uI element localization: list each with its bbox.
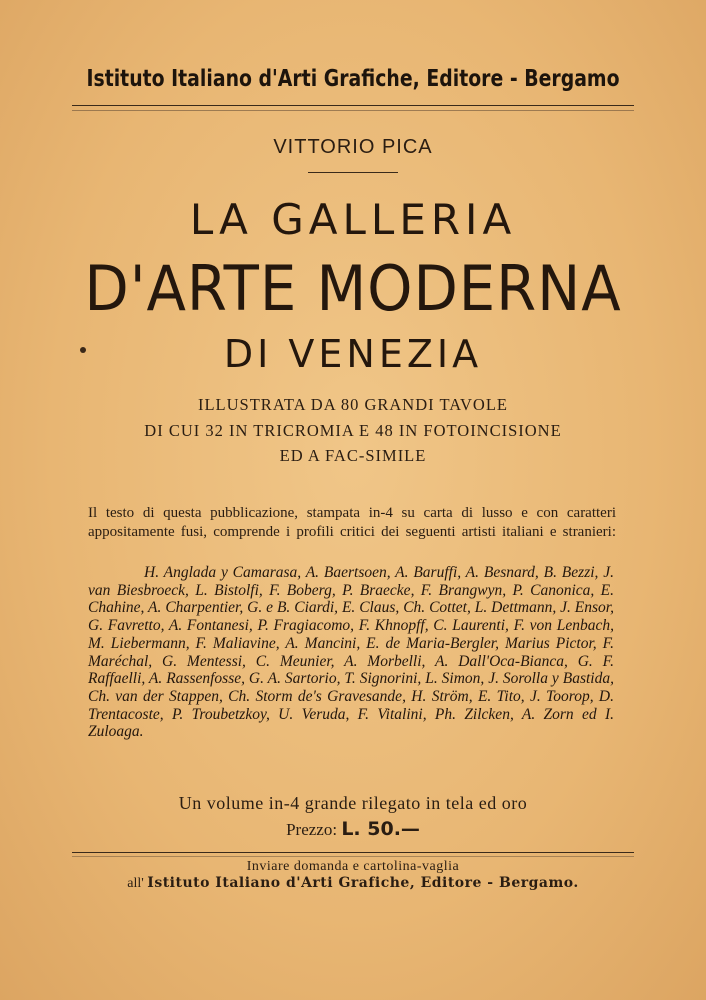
title-line-2: D'ARTE MODERNA	[84, 252, 622, 325]
subtitle-line-2: DI CUI 32 IN TRICROMIA E 48 IN FOTOINCISIONE	[144, 421, 562, 440]
price-label: Prezzo:	[286, 820, 338, 839]
price-value: L. 50.—	[341, 818, 420, 840]
subtitle-line-3: ED A FAC-SIMILE	[279, 446, 427, 465]
order-address	[0, 875, 706, 892]
author-rule	[308, 172, 398, 173]
price-line	[0, 818, 706, 840]
address-name: Istituto Italiano d'Arti Grafiche, Editore - Bergamo.	[147, 875, 579, 891]
title-line-3: DI VENEZIA	[223, 332, 483, 376]
footer-rule-secondary	[72, 856, 634, 857]
title-line-1: LA GALLERIA	[189, 195, 517, 244]
header-rule	[72, 105, 634, 106]
publisher-heading: Istituto Italiano d'Arti Grafiche, Editore - Bergamo	[86, 66, 620, 92]
author-name: VITTORIO PICA	[273, 136, 433, 158]
intro-paragraph: Il testo di questa pubblicazione, stampata in-4 su carta di lusso e con caratteri appositamente fusi, comprende i profili critici dei seguenti artisti italiani e stranieri:	[88, 505, 616, 540]
order-instructions: Inviare domanda e cartolina-vaglia	[246, 859, 460, 874]
footer-rule	[72, 852, 634, 853]
subtitle-line-1: ILLUSTRATA DA 80 GRANDI TAVOLE	[197, 395, 508, 414]
header-rule-secondary	[72, 110, 634, 111]
volume-description: Un volume in-4 grande rilegato in tela ed oro	[178, 793, 528, 813]
artists-list: H. Anglada y Camarasa, A. Baertsoen, A. Baruffi, A. Besnard, B. Bezzi, J. van Biesbroeck, L. Bistolfi, F. Boberg, P. Braecke, F. Brangwyn, P. Canonica, E. Chahine, A. Charpentier, G. e B. Ciardi, E. Claus, Ch. Cottet, L. Dettmann, J. Ensor, G. Favretto, A. Fontanesi, P. Fragiacomo, F. Khnopff, C. Laurenti, F. von Lenbach, M. Liebermann, F. Maliavine, A. Mancini, E. de Maria-Bergler, Marius Pictor, F. Maréchal, G. Mentessi, C. Meunier, A. Morbelli, A. Dall'Oca-Bianca, G. F. Raffaelli, A. Rassenfosse, G. A. Sartorio, T. Signorini, L. Simon, J. Sorolla y Bastida, Ch. van der Stappen, Ch. Storm de's Gravesande, H. Ström, E. Tito, J. Toorop, D. Trentacoste, P. Troubetzkoy, U. Veruda, F. Vitalini, Ph. Zilcken, A. Zorn ed I. Zuloaga.	[88, 564, 614, 741]
address-prefix: all'	[127, 876, 144, 891]
